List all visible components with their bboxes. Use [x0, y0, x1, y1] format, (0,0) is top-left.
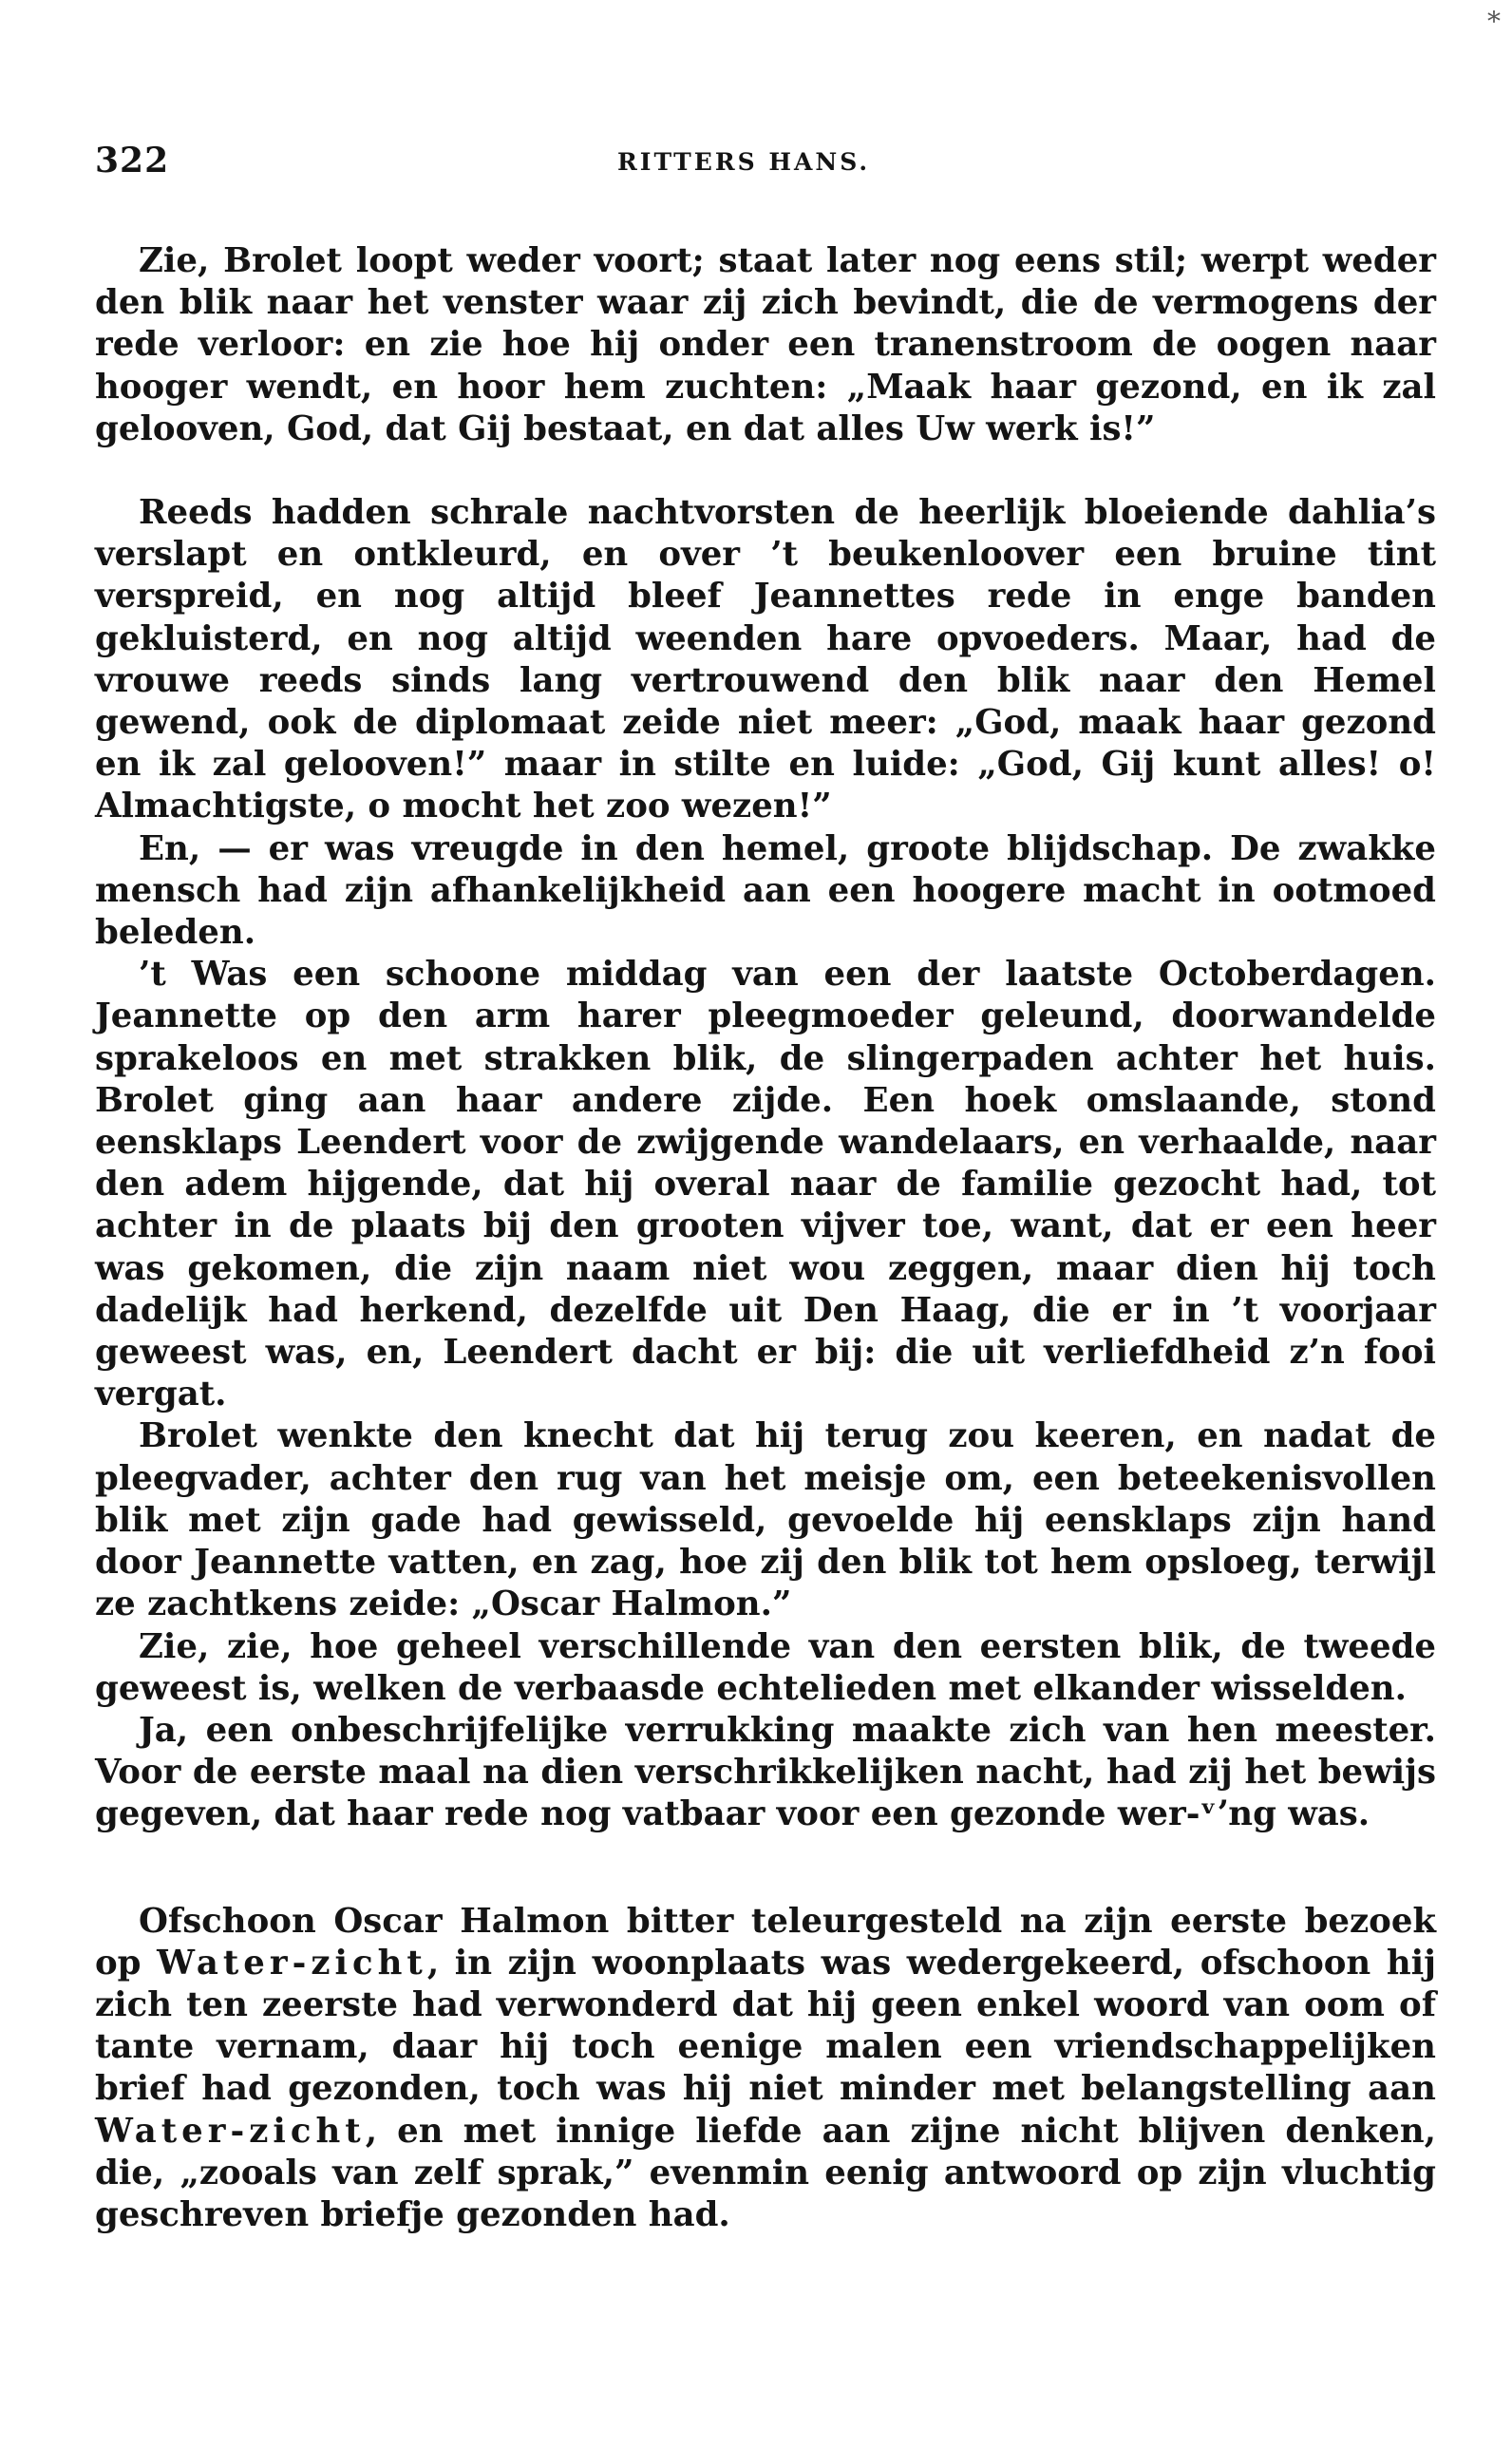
running-title: RITTERS HANS. [617, 148, 871, 176]
paragraph-6: Zie, zie, hoe geheel verschillende van den eersten blik, de tweede geweest is, welken de verbaasde echtelieden met elkander wisselden. [95, 1626, 1436, 1708]
paragraph-8-part-1: Ofschoon Oscar Halmon bitter teleurgesteld na zijn eerste bezoek op [95, 1901, 1436, 1983]
page-number: 322 [95, 141, 170, 180]
paragraph-1: Zie, Brolet loopt weder voort; staat later nog eens stil; werpt weder den blik naar het venster waar zij zich bevindt, die de vermogens der rede verloor: en zie hoe hij onder een tranenstroom de oogen naar hooger wendt, en hoor hem zuchten: „Maak haar gezond, en ik zal gelooven, God, dat Gij bestaat, en dat alles Uw werk is!” [95, 241, 1436, 448]
paragraph-2: Reeds hadden schrale nachtvorsten de heerlijk bloeiende dahlia’s verslapt en ontkleurd, en over ’t beukenloover een bruine tint verspreid, en nog altijd bleef Jeannettes rede in enge banden gekluisterd, en nog altijd weenden hare opvoeders. Maar, had de vrouwe reeds sinds lang vertrouwend den blik naar den Hemel gewend, ook de diplomaat zeide niet meer: „God, maak haar gezond en ik zal gelooven!” maar in stilte en luide: „God, Gij kunt alles! o! Almachtigste, o mocht het zoo wezen!” [95, 493, 1436, 826]
paragraph-3: En, — er was vreugde in den hemel, groote blijdschap. De zwakke mensch had zijn afhankelijkheid aan een hoogere macht in ootmoed beleden. [95, 828, 1436, 953]
corner-mark: * [1487, 6, 1501, 37]
paragraph-8-part-2: , in zijn woonplaats was wedergekeerd, ofschoon hij zich ten zeerste had verwonderd dat hij geen enkel woord van oom of tante vernam, daar hij toch eenige malen een vriendschappelijken brief had gezonden, toch was hij niet minder met belangstelling aan [95, 1943, 1436, 2109]
body-text [95, 240, 1436, 2236]
paragraph-7: Ja, een onbeschrijfelijke verrukking maakte zich van hen meester. Voor de eerste maal na dien verschrikkelijken nacht, had zij het bewijs gegeven, dat haar rede nog vatbaar voor een gezonde wer-ᵛʼng was. [95, 1710, 1436, 1834]
page-header [95, 141, 1408, 188]
place-name-water-zicht: Water-zicht [157, 1943, 427, 1983]
paragraph-4: ’t Was een schoone middag van een der laatste Octoberdagen. Jeannette op den arm harer pleegmoeder geleund, doorwandelde sprakeloos en met strakken blik, de slingerpaden achter het huis. Brolet ging aan haar andere zijde. Een hoek omslaande, stond eensklaps Leendert voor de zwijgende wandelaars, en verhaalde, naar den adem hijgende, dat hij overal naar de familie gezocht had, tot achter in de plaats bij den grooten vijver toe, want, dat er een heer was gekomen, die zijn naam niet wou zeggen, maar dien hij toch dadelijk had herkend, dezelfde uit Den Haag, die er in ’t voorjaar geweest was, en, Leendert dacht er bij: die uit verliefdheid z’n fooi vergat. [95, 955, 1436, 1414]
place-name-water-zicht-2: Water-zicht [95, 2111, 366, 2151]
paragraph-5: Brolet wenkte den knecht dat hij terug zou keeren, en nadat de pleegvader, achter den rug van het meisje om, een beteekenisvollen blik met zijn gade had gewisseld, gevoelde hij eensklaps zijn hand door Jeannette vatten, en zag, hoe zij den blik tot hem opsloeg, terwijl ze zachtkens zeide: „Oscar Halmon.” [95, 1416, 1436, 1624]
paragraph-8-part-3: , en met innige liefde aan zijne nicht blijven denken, die, „zooals van zelf sprak,” evenmin eenig antwoord op zijn vluchtig geschreven briefje gezonden had. [95, 2111, 1436, 2234]
paragraph-8 [95, 1901, 1436, 2237]
